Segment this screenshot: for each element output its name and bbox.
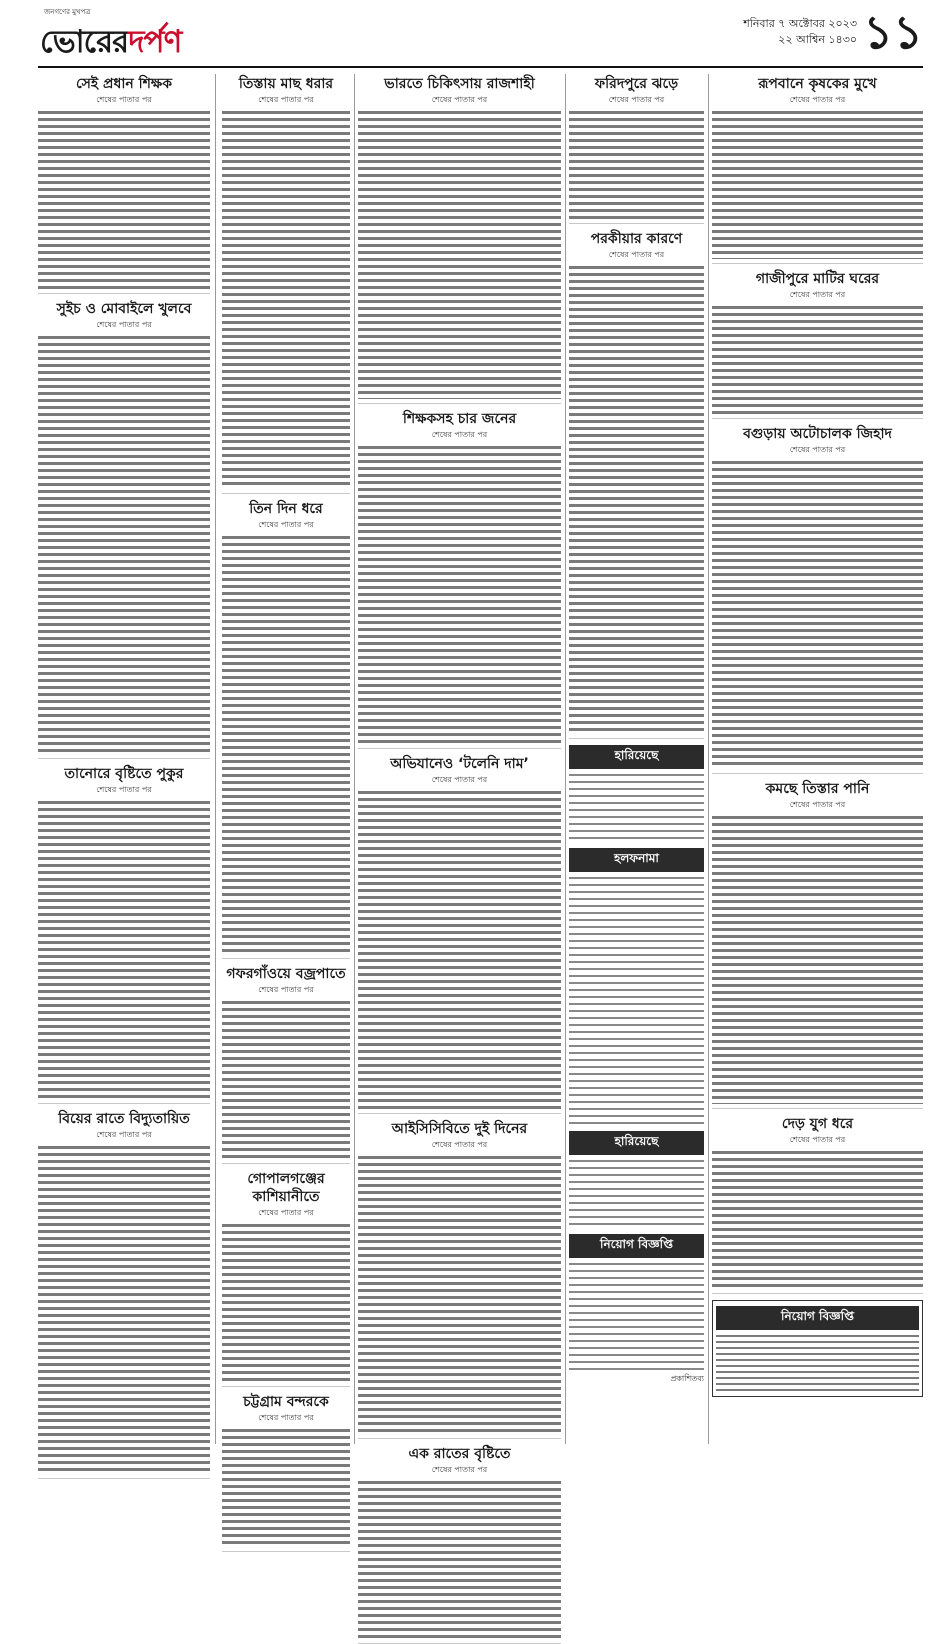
- article-body: [222, 534, 350, 954]
- article-body: [358, 1479, 561, 1639]
- lost-notice-title-2: হারিয়েছে: [569, 1131, 704, 1155]
- notice-body: [716, 1333, 919, 1393]
- article-body: [38, 799, 210, 1099]
- page-number: ১১: [863, 5, 923, 59]
- byline: শেষের পাতার পর: [96, 785, 152, 794]
- column-4: [569, 74, 704, 1444]
- column-2: [222, 74, 350, 1444]
- masthead: [0, 0, 945, 68]
- masthead-rule: [38, 66, 923, 68]
- article-body: [38, 109, 210, 289]
- byline: শেষের পাতার পর: [431, 95, 488, 104]
- article-body: [569, 264, 704, 734]
- headline[interactable]: তিন দিন ধরে: [249, 501, 323, 517]
- column-divider: [708, 74, 709, 1444]
- article-c4-0[interactable]: [569, 75, 704, 224]
- article-c5-4[interactable]: [712, 1115, 923, 1294]
- article-c2-1[interactable]: [222, 500, 350, 959]
- article-c3-1[interactable]: [358, 410, 561, 749]
- article-c3-4[interactable]: [358, 1445, 561, 1644]
- affidavit-notice[interactable]: [569, 875, 704, 1125]
- article-c3-0[interactable]: [358, 75, 561, 404]
- article-body: [222, 1427, 350, 1547]
- logo-name-part1: ভোরের: [40, 24, 129, 60]
- recruit-notice-small[interactable]: [569, 1261, 704, 1386]
- headline[interactable]: গফরগাঁওয়ে বজ্রপাতে: [226, 966, 346, 982]
- headline[interactable]: পরকীয়ার কারণে: [590, 231, 683, 247]
- article-body: [222, 109, 350, 489]
- recruit-notice-small-title: নিয়োগ বিজ্ঞপ্তি: [569, 1234, 704, 1258]
- headline[interactable]: বিয়ের রাতে বিদ্যুতায়িত: [58, 1111, 190, 1127]
- notice-body: [569, 772, 704, 842]
- article-body: [222, 1222, 350, 1382]
- notice-body: [569, 875, 704, 1125]
- headline[interactable]: শিক্ষকসহ চার জনের: [402, 411, 517, 427]
- headline[interactable]: কমছে তিস্তার পানি: [765, 781, 870, 797]
- byline: শেষের পাতার পর: [96, 320, 152, 329]
- byline: শেষের পাতার পর: [789, 445, 846, 454]
- lost-notice-1[interactable]: [569, 772, 704, 842]
- byline: শেষের পাতার পর: [258, 985, 314, 994]
- lost-notice-title: হারিয়েছে: [569, 745, 704, 769]
- headline[interactable]: ফরিদপুরে ঝড়ে: [594, 76, 679, 92]
- byline: শেষের পাতার পর: [96, 1130, 152, 1139]
- column-divider: [565, 74, 566, 1444]
- column-5: [712, 74, 923, 1444]
- article-c4-1[interactable]: [569, 230, 704, 739]
- byline: শেষের পাতার পর: [258, 95, 314, 104]
- byline: শেষের পাতার পর: [789, 95, 846, 104]
- byline: শেষের পাতার পর: [608, 250, 665, 259]
- byline: শেষের পাতার পর: [608, 95, 665, 104]
- article-c2-4[interactable]: [222, 1393, 350, 1552]
- byline: শেষের পাতার পর: [431, 775, 488, 784]
- date-bangla: ২২ আশ্বিন ১৪৩০: [778, 33, 857, 46]
- article-body: [358, 444, 561, 744]
- byline: শেষের পাতার পর: [431, 1140, 488, 1149]
- column-divider: [215, 74, 216, 1444]
- article-c3-2[interactable]: [358, 755, 561, 1114]
- article-body: [222, 999, 350, 1159]
- article-c2-0[interactable]: [222, 75, 350, 494]
- byline: শেষের পাতার পর: [431, 430, 488, 439]
- recruit-notice-large-title: নিয়োগ বিজ্ঞপ্তি: [716, 1306, 919, 1330]
- headline[interactable]: রূপবানে কৃষকের মুখে: [758, 76, 877, 92]
- headline[interactable]: তানোরে বৃষ্টিতে পুকুর: [64, 766, 184, 782]
- article-c2-2[interactable]: [222, 965, 350, 1164]
- article-body: [712, 304, 923, 414]
- article-c1-1[interactable]: [38, 300, 210, 759]
- article-body: [712, 814, 923, 1104]
- article-c3-3[interactable]: [358, 1120, 561, 1439]
- byline: শেষের পাতার পর: [789, 290, 846, 299]
- article-c5-0[interactable]: [712, 75, 923, 264]
- affidavit-title: হলফনামা: [569, 848, 704, 872]
- article-body: [38, 334, 210, 754]
- article-body: [358, 109, 561, 399]
- byline: শেষের পাতার পর: [258, 1208, 314, 1217]
- byline: শেষের পাতার পর: [258, 520, 314, 529]
- headline[interactable]: আইসিসিবিতে দুই দিনের: [391, 1121, 528, 1137]
- notice-body: [569, 1158, 704, 1228]
- headline[interactable]: অভিযানেও ‘টলেনি দাম’: [390, 756, 529, 772]
- article-c2-3[interactable]: [222, 1170, 350, 1387]
- headline[interactable]: তিস্তায় মাছ ধরার: [238, 76, 334, 92]
- headline[interactable]: বগুড়ায় অটোচালক জিহাদ: [743, 426, 892, 442]
- recruit-notice-large[interactable]: [712, 1300, 923, 1397]
- article-body: [358, 1154, 561, 1434]
- article-c5-2[interactable]: [712, 425, 923, 774]
- byline: শেষের পাতার পর: [789, 800, 846, 809]
- byline: শেষের পাতার পর: [258, 1413, 314, 1422]
- article-body: [712, 109, 923, 259]
- newspaper-logo[interactable]: [38, 6, 223, 62]
- article-body: [358, 789, 561, 1109]
- notice-signature: প্রকাশিতব্য: [670, 1374, 704, 1383]
- headline[interactable]: গাজীপুরে মাটির ঘরের: [755, 271, 880, 287]
- byline: শেষের পাতার পর: [96, 95, 152, 104]
- headline[interactable]: চট্টগ্রাম বন্দরকে: [243, 1394, 329, 1410]
- logo-name: [40, 18, 181, 70]
- article-body: [712, 459, 923, 769]
- logo-tagline: জনগণের মুখপত্র: [44, 8, 91, 16]
- date-english: শনিবার ৭ অক্টোবর ২০২৩: [743, 17, 857, 30]
- headline[interactable]: ভারতে চিকিৎসায় রাজশাহী: [384, 76, 535, 92]
- article-c5-1[interactable]: [712, 270, 923, 419]
- headline[interactable]: সুইচ ও মোবাইলে খুলবে: [56, 301, 192, 317]
- article-c1-3[interactable]: [38, 1110, 210, 1479]
- byline: শেষের পাতার পর: [789, 1135, 846, 1144]
- headline[interactable]: গোপালগঞ্জের কাশিয়ানীতে: [247, 1171, 325, 1205]
- article-body: [569, 109, 704, 219]
- headline[interactable]: এক রাতের বৃষ্টিতে: [408, 1446, 511, 1462]
- dateline: [743, 16, 857, 48]
- column-divider: [354, 74, 355, 1444]
- headline[interactable]: সেই প্রধান শিক্ষক: [75, 76, 173, 92]
- column-3: [358, 74, 561, 1474]
- notice-body: [569, 1261, 704, 1371]
- lost-notice-2[interactable]: [569, 1158, 704, 1228]
- column-1: [38, 74, 210, 1444]
- article-c5-3[interactable]: [712, 780, 923, 1109]
- article-body: [712, 1149, 923, 1289]
- logo-name-part2: দর্পণ: [128, 24, 182, 60]
- headline[interactable]: দেড় যুগ ধরে: [781, 1116, 854, 1132]
- article-c1-0[interactable]: [38, 75, 210, 294]
- byline: শেষের পাতার পর: [431, 1465, 488, 1474]
- article-c1-2[interactable]: [38, 765, 210, 1104]
- article-body: [38, 1144, 210, 1474]
